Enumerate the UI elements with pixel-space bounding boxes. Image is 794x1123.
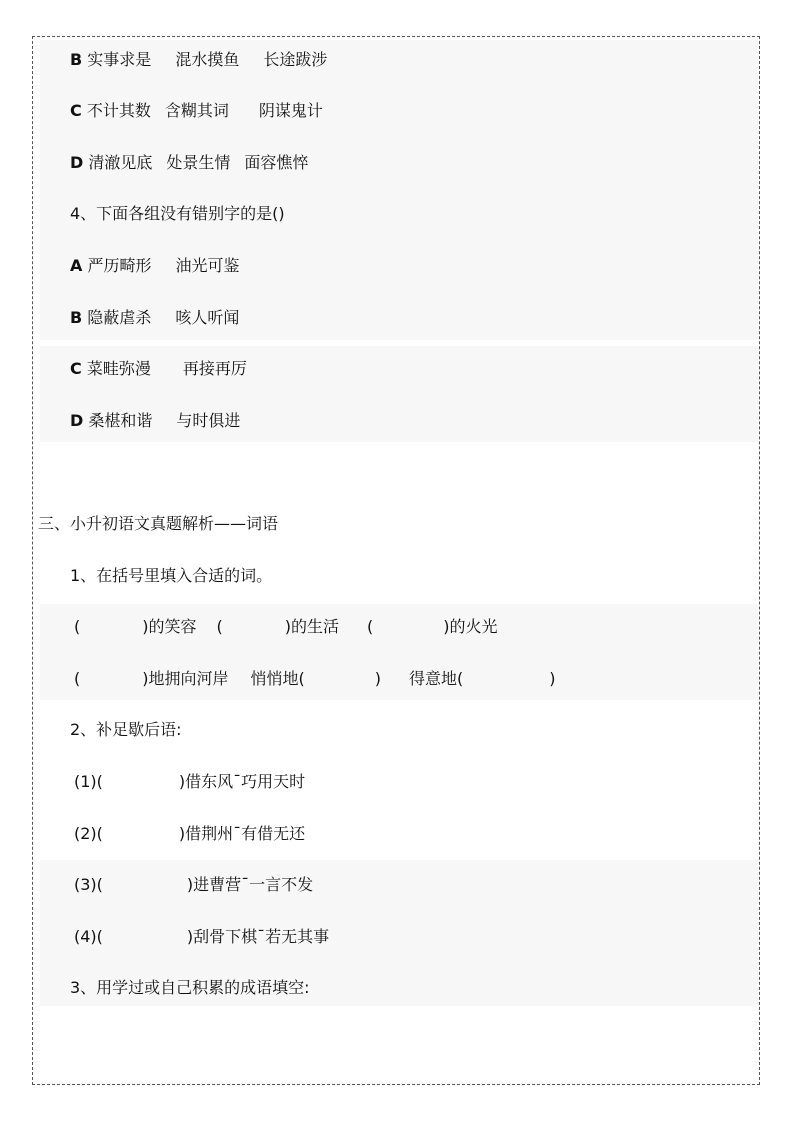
fill-text: )地拥向河岸 <box>142 669 229 688</box>
question-1: 1、在括号里填入合适的词。 <box>70 566 273 585</box>
word: 阴谋鬼计 <box>258 101 323 120</box>
item-number: (3)( <box>74 875 103 894</box>
word: 油光可鉴 <box>175 256 240 275</box>
fill-text: )的生活 <box>284 617 339 636</box>
word: 菜畦弥漫 <box>86 359 151 378</box>
word: 长途跋涉 <box>263 50 328 69</box>
word: 面容憔悴 <box>244 153 309 172</box>
word: 桑椹和谐 <box>88 411 153 430</box>
bracket: ) <box>374 669 381 688</box>
option-label: D <box>70 153 84 172</box>
xiehouyu-4 <box>74 927 329 947</box>
word: 咳人听闻 <box>175 308 240 327</box>
fill-text: 悄悄地( <box>250 669 305 688</box>
option-label: A <box>70 256 83 275</box>
word: 隐蔽虐杀 <box>87 308 152 327</box>
fill-row-2 <box>74 669 556 689</box>
word: 与时俱进 <box>176 411 241 430</box>
xiehouyu-1 <box>74 772 305 792</box>
option-label: C <box>70 101 82 120</box>
bracket: ( <box>74 669 81 688</box>
word: 严历畸形 <box>87 256 152 275</box>
section-3-heading: 三、小升初语文真题解析——词语 <box>38 514 279 533</box>
word: 混水摸鱼 <box>175 50 240 69</box>
item-number: (4)( <box>74 927 103 946</box>
option-a-row-2 <box>70 256 240 276</box>
question-2: 2、补足歇后语: <box>70 720 182 739</box>
bracket: ( <box>367 617 374 636</box>
xiehouyu-2 <box>74 824 305 844</box>
option-label: B <box>70 308 83 327</box>
item-text: )借东风¯巧用天时 <box>178 772 306 791</box>
item-text: )刮骨下棋¯若无其事 <box>186 927 330 946</box>
option-label: D <box>70 411 84 430</box>
item-number: (2)( <box>74 824 103 843</box>
option-b-row-1 <box>70 50 327 70</box>
option-label: B <box>70 50 83 69</box>
word: 处景生情 <box>166 153 231 172</box>
bracket: ( <box>216 617 223 636</box>
shaded-band-1 <box>40 40 758 340</box>
item-text: )进曹营¯一言不发 <box>186 875 314 894</box>
option-d-row-2 <box>70 411 240 431</box>
word: 实事求是 <box>87 50 152 69</box>
option-b-row-2 <box>70 308 239 328</box>
fill-text: 得意地( <box>409 669 464 688</box>
option-d-row-1 <box>70 153 308 173</box>
item-text: )借荆州¯有借无还 <box>178 824 306 843</box>
word: 再接再厉 <box>182 359 247 378</box>
option-c-row-2 <box>70 359 247 379</box>
fill-row-1 <box>74 617 498 637</box>
word: 不计其数 <box>86 101 151 120</box>
bracket: ( <box>74 617 81 636</box>
question-4: 4、下面各组没有错别字的是() <box>70 204 285 223</box>
xiehouyu-3 <box>74 875 313 895</box>
option-label: C <box>70 359 82 378</box>
bracket: ) <box>549 669 556 688</box>
fill-text: )的笑容 <box>142 617 197 636</box>
item-number: (1)( <box>74 772 103 791</box>
word: 清澈见底 <box>88 153 153 172</box>
question-3: 3、用学过或自己积累的成语填空: <box>70 978 310 997</box>
word: 含糊其词 <box>164 101 229 120</box>
fill-text: )的火光 <box>443 617 498 636</box>
option-c-row-1 <box>70 101 323 121</box>
